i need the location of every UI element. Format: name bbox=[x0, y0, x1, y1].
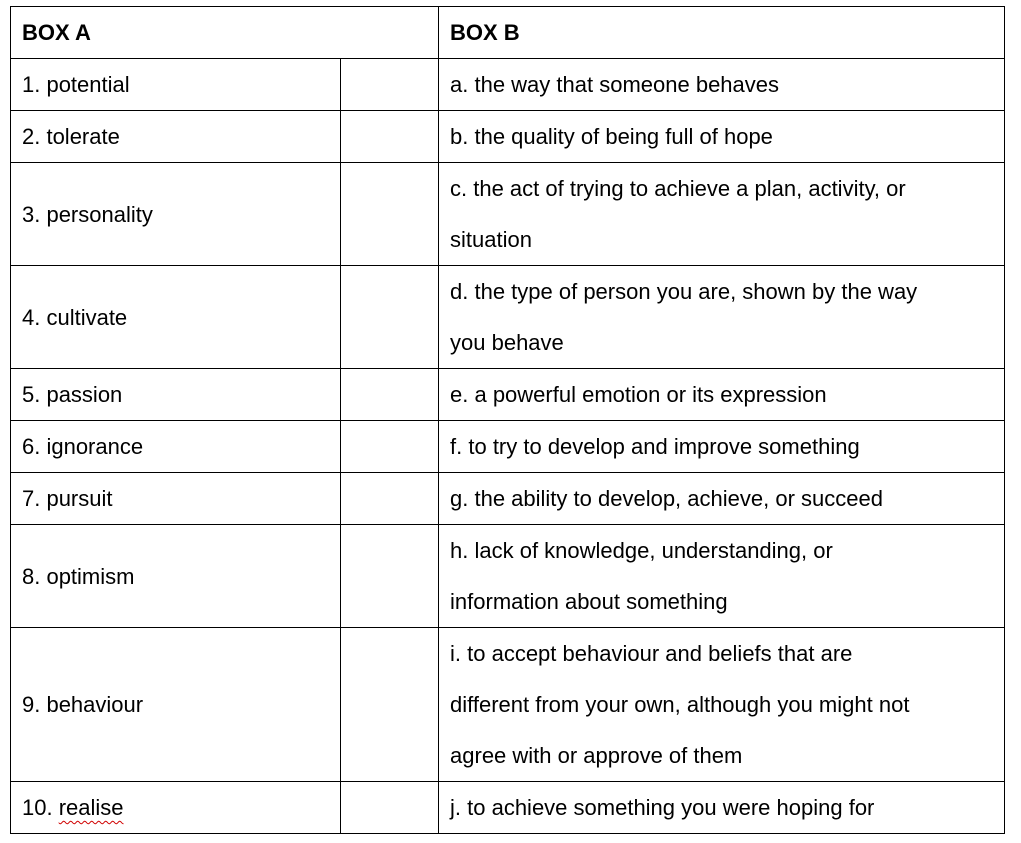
term-cell: 4. cultivate bbox=[11, 266, 341, 369]
term-cell bbox=[11, 782, 341, 834]
table-row bbox=[11, 266, 1005, 369]
table-row bbox=[11, 111, 1005, 163]
term-cell: 8. optimism bbox=[11, 525, 341, 628]
answer-cell[interactable] bbox=[341, 628, 439, 782]
answer-cell[interactable] bbox=[341, 111, 439, 163]
definition-line: different from your own, although you might not bbox=[450, 692, 910, 717]
term-cell: 6. ignorance bbox=[11, 421, 341, 473]
definition-line: agree with or approve of them bbox=[450, 743, 743, 768]
table-row bbox=[11, 163, 1005, 266]
table-row bbox=[11, 421, 1005, 473]
definition-line: i. to accept behaviour and beliefs that are bbox=[450, 641, 853, 666]
answer-cell[interactable] bbox=[341, 266, 439, 369]
definition-line: e. a powerful emotion or its expression bbox=[450, 382, 827, 407]
definition-line: b. the quality of being full of hope bbox=[450, 124, 773, 149]
term-cell: 9. behaviour bbox=[11, 628, 341, 782]
table-row bbox=[11, 525, 1005, 628]
definition-cell bbox=[439, 59, 1005, 111]
definition-cell bbox=[439, 525, 1005, 628]
answer-cell[interactable] bbox=[341, 59, 439, 111]
definition-cell bbox=[439, 782, 1005, 834]
definition-cell bbox=[439, 266, 1005, 369]
header-row bbox=[11, 7, 1005, 59]
definition-cell bbox=[439, 473, 1005, 525]
box-b-header: BOX B bbox=[439, 7, 1005, 59]
definition-cell bbox=[439, 421, 1005, 473]
matching-table bbox=[10, 6, 1005, 834]
definition-line: f. to try to develop and improve something bbox=[450, 434, 860, 459]
term-cell: 3. personality bbox=[11, 163, 341, 266]
definition-line: you behave bbox=[450, 330, 564, 355]
answer-cell[interactable] bbox=[341, 473, 439, 525]
definition-line: j. to achieve something you were hoping for bbox=[450, 795, 875, 820]
definition-cell bbox=[439, 628, 1005, 782]
definition-line: h. lack of knowledge, understanding, or bbox=[450, 538, 833, 563]
answer-cell[interactable] bbox=[341, 525, 439, 628]
definition-cell bbox=[439, 111, 1005, 163]
answer-cell[interactable] bbox=[341, 421, 439, 473]
answer-cell[interactable] bbox=[341, 163, 439, 266]
table-row bbox=[11, 59, 1005, 111]
term-cell: 7. pursuit bbox=[11, 473, 341, 525]
table-row bbox=[11, 473, 1005, 525]
answer-cell[interactable] bbox=[341, 369, 439, 421]
box-a-header: BOX A bbox=[11, 7, 439, 59]
definition-line: situation bbox=[450, 227, 532, 252]
definition-line: information about something bbox=[450, 589, 728, 614]
definition-cell bbox=[439, 369, 1005, 421]
table-row bbox=[11, 782, 1005, 834]
term-cell: 5. passion bbox=[11, 369, 341, 421]
definition-line: a. the way that someone behaves bbox=[450, 72, 780, 97]
definition-cell bbox=[439, 163, 1005, 266]
definition-line: d. the type of person you are, shown by the way bbox=[450, 279, 918, 304]
table-row bbox=[11, 628, 1005, 782]
definition-line: c. the act of trying to achieve a plan, activity, or bbox=[450, 176, 906, 201]
spellcheck-flagged-word: realise bbox=[58, 795, 124, 820]
term-cell: 2. tolerate bbox=[11, 111, 341, 163]
term-number: 10. bbox=[22, 795, 59, 820]
table-row bbox=[11, 369, 1005, 421]
definition-line: g. the ability to develop, achieve, or succeed bbox=[450, 486, 883, 511]
term-cell: 1. potential bbox=[11, 59, 341, 111]
answer-cell[interactable] bbox=[341, 782, 439, 834]
